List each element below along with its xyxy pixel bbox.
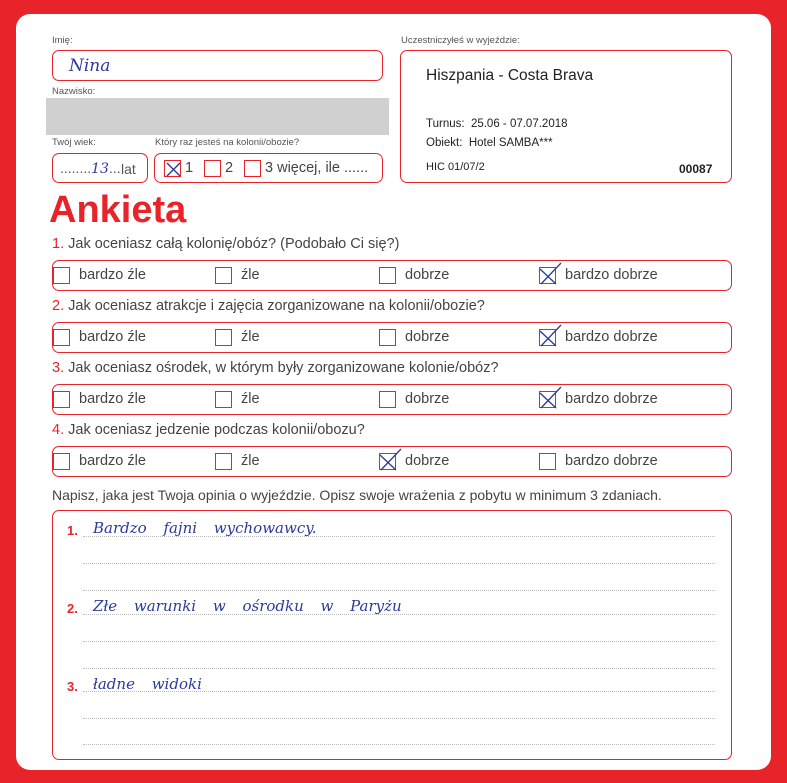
- surname-label: Nazwisko:: [52, 86, 96, 97]
- writing-line: [83, 744, 715, 745]
- question-4-options: [52, 446, 732, 477]
- question-1-options: [52, 260, 732, 291]
- age-field[interactable]: [52, 153, 148, 183]
- question-text: Jak oceniasz atrakcje i zajęcia zorganizowane na kolonii/obozie?: [68, 298, 485, 314]
- times-checkbox-2[interactable]: [204, 160, 221, 177]
- option-label: dobrze: [405, 267, 450, 283]
- question-1: [52, 236, 399, 252]
- writing-line: [83, 718, 715, 719]
- option-label: bardzo dobrze: [565, 329, 658, 345]
- checkbox-2-1[interactable]: [53, 329, 70, 346]
- checkbox-3-3[interactable]: [379, 391, 396, 408]
- question-text: Jak oceniasz jedzenie podczas kolonii/obozu?: [68, 422, 365, 438]
- option-label: bardzo źle: [79, 329, 146, 345]
- checkbox-1-3[interactable]: [379, 267, 396, 284]
- question-number: 2.: [52, 298, 65, 314]
- trip-label: Uczestniczyłeś w wyjeździe:: [401, 35, 520, 46]
- checkbox-2-3[interactable]: [379, 329, 396, 346]
- question-number: 1.: [52, 236, 65, 252]
- writing-line: [83, 590, 715, 591]
- opinion-number: 3.: [67, 679, 78, 694]
- question-3-options: [52, 384, 732, 415]
- checkbox-1-4[interactable]: [539, 267, 556, 284]
- option-label: dobrze: [405, 453, 450, 469]
- opinion-text: Złe warunki w ośrodku w Paryżu: [93, 597, 402, 615]
- survey-title: Ankieta: [49, 189, 187, 231]
- times-label: Który raz jesteś na kolonii/obozie?: [155, 137, 300, 148]
- x-mark-icon: [538, 326, 560, 348]
- writing-line: [83, 641, 715, 642]
- option-label: bardzo źle: [79, 391, 146, 407]
- name-label: Imię:: [52, 35, 73, 46]
- opinion-box[interactable]: [52, 510, 732, 760]
- option-label: bardzo dobrze: [565, 267, 658, 283]
- checkbox-4-2[interactable]: [215, 453, 232, 470]
- checkbox-2-4[interactable]: [539, 329, 556, 346]
- age-value: 13: [91, 161, 109, 177]
- age-dots-prefix: ........: [60, 160, 92, 176]
- writing-line: [83, 668, 715, 669]
- option-label: bardzo dobrze: [565, 453, 658, 469]
- checkbox-1-1[interactable]: [53, 267, 70, 284]
- times-option-1: 1: [185, 160, 194, 176]
- age-unit: lat: [121, 161, 136, 177]
- name-field[interactable]: [52, 50, 383, 81]
- trip-obiekt: Obiekt: Hotel SAMBA***: [426, 137, 553, 149]
- question-2: [52, 298, 485, 314]
- opinion-number: 1.: [67, 523, 78, 538]
- opinion-number: 2.: [67, 601, 78, 616]
- trip-number: 00087: [679, 162, 713, 176]
- question-number: 4.: [52, 422, 65, 438]
- question-text: Jak oceniasz ośrodek, w którym były zorganizowane kolonie/obóz?: [68, 360, 499, 376]
- surname-redacted: [46, 98, 389, 135]
- option-label: bardzo źle: [79, 267, 146, 283]
- checkbox-3-1[interactable]: [53, 391, 70, 408]
- trip-turnus: Turnus: 25.06 - 07.07.2018: [426, 118, 568, 130]
- age-dots-suffix: ...: [108, 160, 121, 176]
- x-mark-icon: [165, 161, 182, 178]
- times-checkbox-3[interactable]: [244, 160, 261, 177]
- option-label: źle: [241, 453, 260, 469]
- age-label: Twój wiek:: [52, 137, 96, 148]
- times-field: [154, 153, 383, 183]
- times-option-3: 3 więcej, ile ......: [265, 160, 369, 176]
- opinion-prompt: Napisz, jaka jest Twoja opinia o wyjeździe. Opisz swoje wrażenia z pobytu w minimum 3 zdaniach.: [52, 487, 662, 503]
- checkbox-3-2[interactable]: [215, 391, 232, 408]
- question-text: Jak oceniasz całą kolonię/obóz? (Podobało Ci się?): [68, 236, 400, 252]
- question-4: [52, 422, 365, 438]
- x-mark-icon: [538, 264, 560, 286]
- checkbox-4-4[interactable]: [539, 453, 556, 470]
- checkbox-4-3[interactable]: [379, 453, 396, 470]
- option-label: dobrze: [405, 329, 450, 345]
- question-3: [52, 360, 499, 376]
- name-value: Nina: [69, 56, 111, 76]
- survey-sheet: [16, 14, 771, 770]
- times-checkbox-1[interactable]: [164, 160, 181, 177]
- option-label: bardzo źle: [79, 453, 146, 469]
- option-label: źle: [241, 391, 260, 407]
- question-number: 3.: [52, 360, 65, 376]
- option-label: źle: [241, 329, 260, 345]
- x-mark-icon: [378, 450, 400, 472]
- trip-code: HIC 01/07/2: [426, 161, 485, 173]
- times-option-2: 2: [225, 160, 234, 176]
- writing-line: [83, 563, 715, 564]
- option-label: dobrze: [405, 391, 450, 407]
- option-label: źle: [241, 267, 260, 283]
- checkbox-3-4[interactable]: [539, 391, 556, 408]
- trip-box: [400, 50, 732, 183]
- question-2-options: [52, 322, 732, 353]
- trip-destination: Hiszpania - Costa Brava: [426, 67, 594, 84]
- option-label: bardzo dobrze: [565, 391, 658, 407]
- checkbox-2-2[interactable]: [215, 329, 232, 346]
- checkbox-4-1[interactable]: [53, 453, 70, 470]
- opinion-text: Bardzo fajni wychowawcy.: [93, 519, 317, 537]
- opinion-text: ładne widoki: [93, 675, 202, 693]
- x-mark-icon: [538, 388, 560, 410]
- checkbox-1-2[interactable]: [215, 267, 232, 284]
